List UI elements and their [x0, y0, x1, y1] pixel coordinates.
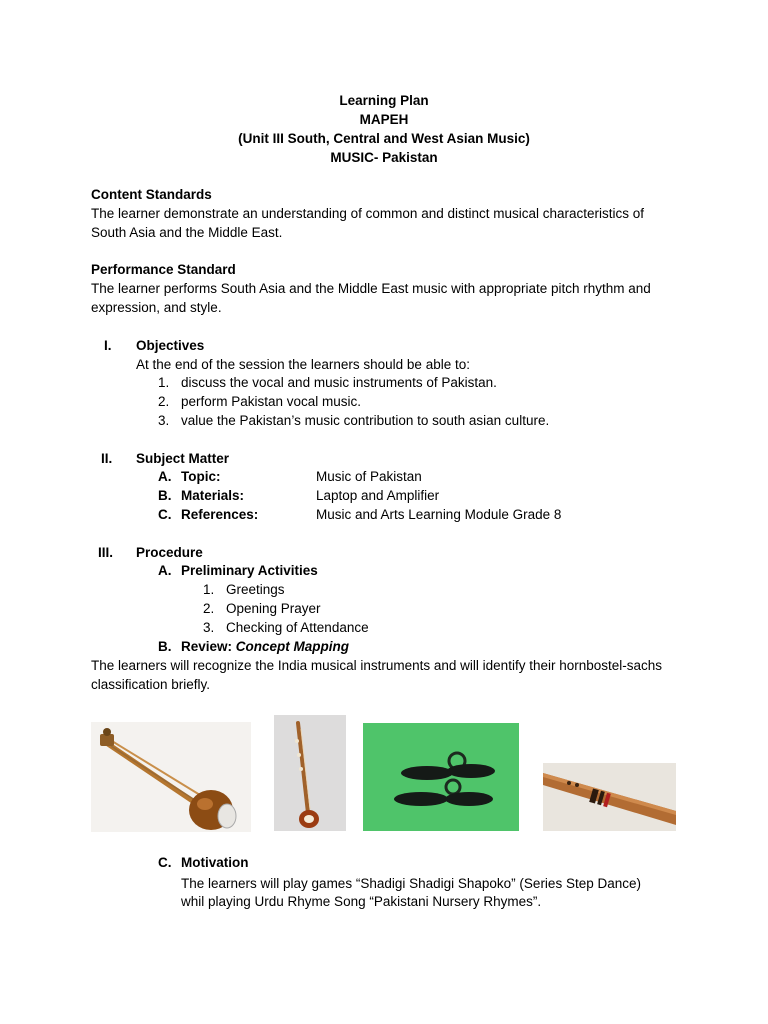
- subject-letter: A.: [158, 469, 172, 484]
- objective-num: 1.: [158, 375, 170, 390]
- preliminary-item: Opening Prayer: [226, 601, 321, 616]
- document-title: [0, 91, 768, 167]
- motivation-heading: Motivation: [181, 855, 249, 870]
- content-standards-text: The learner demonstrate an understanding of common and distinct musical characteristics of South Asia and the Middle East.: [91, 206, 645, 240]
- review-text: The learners will recognize the India musical instruments and will identify their hornbostel-sachs classification briefly.: [91, 658, 663, 692]
- title-line-1: Learning Plan: [339, 93, 429, 108]
- title-line-3: (Unit III South, Central and West Asian Music): [238, 131, 530, 146]
- objectives-numeral: I.: [104, 338, 112, 353]
- content-standards-heading: Content Standards: [91, 187, 212, 202]
- review-letter: B.: [158, 639, 172, 654]
- motivation-text-line-1: The learners will play games “Shadigi Shadigi Shapoko” (Series Step Dance): [181, 876, 641, 891]
- preliminary-num: 3.: [203, 620, 215, 635]
- preliminary-item: Checking of Attendance: [226, 620, 369, 635]
- performance-standard-text: The learner performs South Asia and the Middle East music with appropriate pitch rhythm and expression, and style.: [91, 281, 651, 315]
- preliminary-letter: A.: [158, 563, 172, 578]
- preliminary-num: 1.: [203, 582, 215, 597]
- procedure-numeral: III.: [98, 545, 114, 560]
- clappers-image: [363, 723, 519, 831]
- preliminary-item: Greetings: [226, 582, 285, 597]
- review-heading: [181, 637, 349, 656]
- motivation-letter: C.: [158, 855, 172, 870]
- objectives-heading: Objectives: [136, 338, 205, 353]
- long-necked-lute-image: [91, 722, 251, 832]
- performance-standard-heading: Performance Standard: [91, 262, 236, 277]
- review-label: Review:: [181, 639, 233, 654]
- bamboo-flute-image: [543, 763, 676, 831]
- objective-item: perform Pakistan vocal music.: [181, 394, 362, 409]
- subject-value: Music and Arts Learning Module Grade 8: [316, 507, 562, 522]
- objective-item: discuss the vocal and music instruments of Pakistan.: [181, 375, 497, 390]
- subject-value: Music of Pakistan: [316, 469, 422, 484]
- review-emphasis: Concept Mapping: [235, 639, 350, 654]
- objectives-intro: At the end of the session the learners should be able to:: [136, 357, 470, 372]
- subject-matter-heading: Subject Matter: [136, 451, 230, 466]
- subject-value: Laptop and Amplifier: [316, 488, 440, 503]
- flute-icon: [543, 763, 676, 831]
- subject-label: Topic:: [181, 469, 221, 484]
- lute-icon: [91, 722, 251, 832]
- title-line-4: MUSIC- Pakistan: [330, 150, 438, 165]
- subject-letter: B.: [158, 488, 172, 503]
- preliminary-heading: Preliminary Activities: [181, 563, 318, 578]
- clappers-icon: [363, 723, 519, 831]
- subject-letter: C.: [158, 507, 172, 522]
- objective-item: value the Pakistan’s music contribution to south asian culture.: [181, 413, 550, 428]
- objective-num: 2.: [158, 394, 170, 409]
- sitar-image: [274, 715, 346, 831]
- preliminary-num: 2.: [203, 601, 215, 616]
- subject-label: References:: [181, 507, 259, 522]
- subject-matter-numeral: II.: [101, 451, 113, 466]
- procedure-heading: Procedure: [136, 545, 203, 560]
- title-line-2: MAPEH: [359, 112, 409, 127]
- subject-label: Materials:: [181, 488, 245, 503]
- motivation-text-line-2: whil playing Urdu Rhyme Song “Pakistani Nursery Rhymes”.: [181, 894, 542, 909]
- sitar-icon: [274, 715, 346, 831]
- objective-num: 3.: [158, 413, 170, 428]
